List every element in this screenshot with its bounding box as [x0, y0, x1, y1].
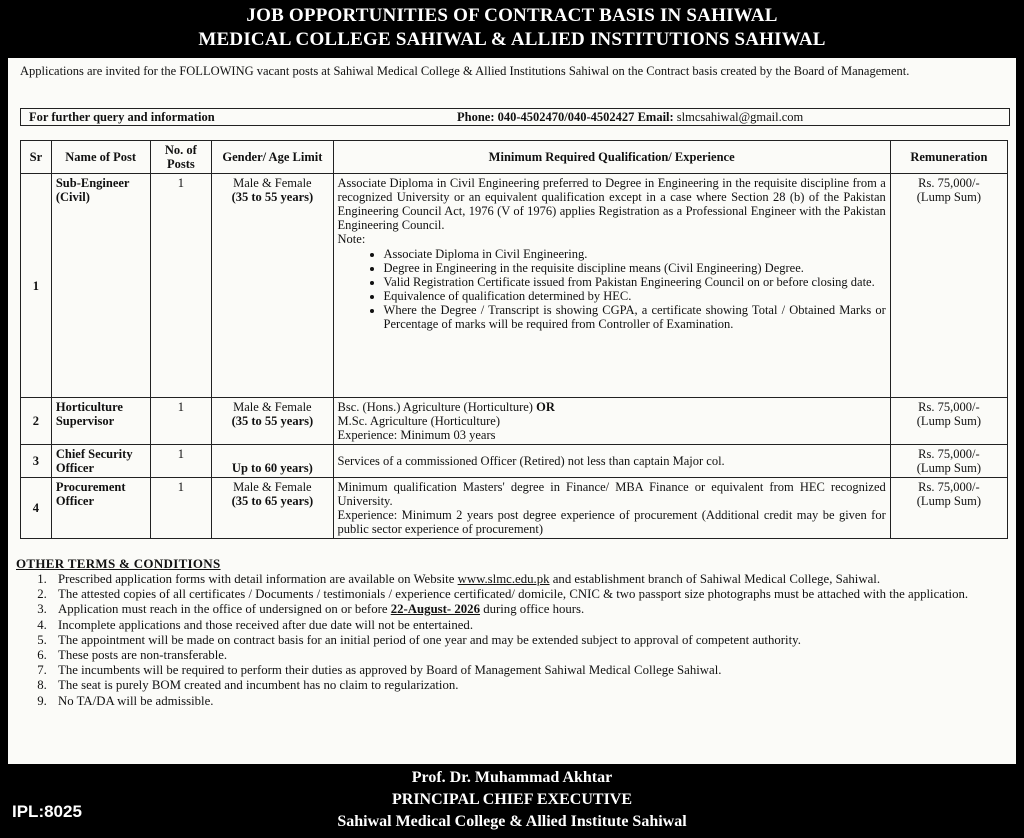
experience-text: Experience: Minimum 03 years — [337, 428, 496, 442]
list-item: • Equivalence of qualification determined by HEC. — [384, 289, 886, 303]
gender: Male & Female — [233, 400, 312, 414]
list-item: • Degree in Engineering in the requisite discipline means (Civil Engineering) Degree. — [384, 261, 886, 275]
row-gender-age — [212, 478, 333, 539]
list-item: 2. The attested copies of all certificates / Documents / testimonials / experience certificated/ domicile, CNIC & two passport size photographs must be attached with the application. — [50, 587, 1024, 602]
age-limit: (35 to 55 years) — [231, 414, 314, 428]
row-gender-age — [212, 445, 333, 478]
closing-date: 22-August- 2026 — [390, 602, 480, 617]
signatory-name: Prof. Dr. Muhammad Akhtar — [411, 769, 613, 786]
row-remuneration — [890, 478, 1007, 539]
phone-number[interactable]: 040-4502470/040-4502427 — [497, 110, 635, 124]
pay-amount: Rs. 75,000/- — [918, 400, 980, 414]
row-qualification — [333, 398, 890, 445]
list-item: 7. The incumbents will be required to perform their duties as approved by Board of Management Sahiwal Medical College Sahiwal. — [50, 663, 1024, 678]
age-limit: Up to 60 years) — [231, 461, 313, 475]
notes-list — [338, 247, 886, 331]
age-limit: (35 to 55 years) — [231, 190, 314, 204]
note-label: Note: — [337, 232, 366, 246]
row-sr: 3 — [21, 445, 52, 478]
terms-list — [16, 572, 1024, 709]
header-qualification: Minimum Required Qualification/ Experience — [333, 141, 890, 174]
signatory-organization: Sahiwal Medical College & Allied Institute Sahiwal — [337, 813, 687, 830]
row-post-name: Chief Security Officer — [51, 445, 150, 478]
list-item: 8. The seat is purely BOM created and incumbent has no claim to regularization. — [50, 678, 1024, 693]
header-gender: Gender/ Age Limit — [212, 141, 333, 174]
row-gender-age — [212, 174, 333, 398]
list-item: • Valid Registration Certificate issued from Pakistan Engineering Council on or before closing date. — [384, 275, 886, 289]
term-text: and establishment branch of Sahiwal Medical College, Sahiwal. — [552, 572, 881, 586]
row-remuneration — [890, 445, 1007, 478]
list-item: 9. No TA/DA will be admissible. — [50, 694, 1024, 709]
row-posts: 1 — [150, 478, 212, 539]
header-sr: Sr — [21, 141, 52, 174]
or-label: OR — [536, 400, 555, 414]
footer-banner — [0, 764, 1024, 838]
list-item — [50, 572, 1024, 587]
table-row — [21, 445, 1008, 478]
list-item — [50, 602, 1024, 617]
pay-amount: Rs. 75,000/- — [918, 447, 980, 461]
row-sr: 1 — [21, 174, 52, 398]
row-posts: 1 — [150, 445, 212, 478]
table-header-row — [21, 141, 1008, 174]
table-row — [21, 478, 1008, 539]
row-post-name: Procurement Officer — [51, 478, 150, 539]
qualification-text: Associate Diploma in Civil Engineering preferred to Degree in Engineering in the requisite discipline from a recognized University or an equivalent qualification except in a case where Section 28 (b) of the Pakistan Engineering Council Act, 1976 (V of 1976) applies Registration as a Professional Engineer with the Pakistan Engineering Council. — [337, 176, 886, 232]
row-sr: 4 — [21, 478, 52, 539]
term-text: during office hours. — [483, 602, 585, 617]
row-gender-age — [212, 398, 333, 445]
gender: Male & Female — [233, 176, 312, 190]
website-link[interactable]: www.slmc.edu.pk — [457, 572, 550, 586]
row-posts: 1 — [150, 398, 212, 445]
row-post-name: Sub-Engineer (Civil) — [51, 174, 150, 398]
row-remuneration — [890, 174, 1007, 398]
row-sr: 2 — [21, 398, 52, 445]
row-posts: 1 — [150, 174, 212, 398]
pay-note: (Lump Sum) — [916, 461, 981, 475]
term-text: Application must reach in the office of undersigned on or before — [58, 602, 388, 617]
email-label: Email: — [637, 110, 674, 124]
row-qualification — [333, 445, 890, 478]
query-label: For further query and information — [29, 110, 215, 124]
list-item: 4. Incomplete applications and those received after due date will not be entertained. — [50, 618, 1024, 633]
header-title-line1: JOB OPPORTUNITIES OF CONTRACT BASIS IN SAHIWAL — [246, 5, 778, 26]
posts-table — [20, 140, 1008, 539]
age-limit: (35 to 65 years) — [231, 494, 314, 508]
pay-amount: Rs. 75,000/- — [918, 480, 980, 494]
ipl-number: IPL:8025 — [12, 802, 82, 821]
table-row — [21, 398, 1008, 445]
experience-text: Experience: Minimum 2 years post degree experience of procurement (Additional credit may be given for public sector experience of procurement) — [337, 508, 886, 536]
pay-amount: Rs. 75,000/- — [918, 176, 980, 190]
email-address[interactable]: slmcsahiwal@gmail.com — [676, 110, 804, 124]
header-banner — [0, 0, 1024, 56]
contact-details — [457, 109, 803, 125]
header-name: Name of Post — [51, 141, 150, 174]
row-qualification — [333, 174, 890, 398]
row-remuneration — [890, 398, 1007, 445]
header-remuneration: Remuneration — [890, 141, 1007, 174]
qualification-text: Minimum qualification Masters' degree in Finance/ MBA Finance or equivalent from HEC recognized University. — [337, 480, 886, 508]
list-item: • Associate Diploma in Civil Engineering. — [384, 247, 886, 261]
advertisement-body — [8, 58, 1016, 764]
header-title-line2: MEDICAL COLLEGE SAHIWAL & ALLIED INSTITUTIONS SAHIWAL — [198, 29, 826, 50]
qualification-text: Services of a commissioned Officer (Retired) not less than captain Major col. — [337, 454, 725, 468]
gender: Male & Female — [233, 480, 312, 494]
row-qualification — [333, 478, 890, 539]
phone-label: Phone: — [457, 110, 495, 124]
signatory-title: PRINCIPAL CHIEF EXECUTIVE — [391, 791, 633, 808]
pay-note: (Lump Sum) — [916, 494, 981, 508]
list-item: 6. These posts are non-transferable. — [50, 648, 1024, 663]
pay-note: (Lump Sum) — [916, 414, 981, 428]
table-row — [21, 174, 1008, 398]
terms-heading: OTHER TERMS & CONDITIONS — [16, 556, 221, 571]
contact-bar — [20, 108, 1010, 126]
list-item: 5. The appointment will be made on contract basis for an initial period of one year and may be extended subject to approval of competent authority. — [50, 633, 1024, 648]
qualification-line — [338, 400, 886, 414]
list-item: • Where the Degree / Transcript is showing CGPA, a certificate showing Total / Obtained Marks or Percentage of marks will be required from Controller of Examination. — [384, 303, 886, 331]
qualification-text: Bsc. (Hons.) Agriculture (Horticulture) — [337, 400, 533, 414]
intro-text: Applications are invited for the FOLLOWING vacant posts at Sahiwal Medical College & Allied Institutions Sahiwal on the Contract basis created by the Board of Management. — [20, 64, 910, 78]
row-post-name: Horticulture Supervisor — [51, 398, 150, 445]
qualification-text: M.Sc. Agriculture (Horticulture) — [337, 414, 500, 428]
header-posts: No. of Posts — [150, 141, 212, 174]
pay-note: (Lump Sum) — [916, 190, 981, 204]
term-text: Prescribed application forms with detail information are available on Website — [58, 572, 455, 586]
